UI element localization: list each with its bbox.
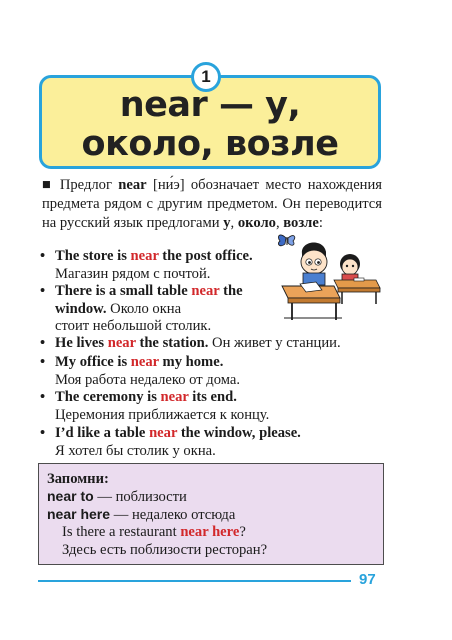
square-bullet-icon: ■ xyxy=(42,177,54,193)
boy-figure xyxy=(301,242,327,285)
intro-keyword: у xyxy=(223,215,231,231)
intro-text: Предлог xyxy=(53,177,119,193)
example-english: • The store is near the post office. xyxy=(40,248,285,266)
memo-phrase-1: near to — поблизости xyxy=(47,488,187,505)
memo-example-english: Is there a restaurant near here? xyxy=(62,524,246,540)
example-russian: Церемония приближается к концу. xyxy=(55,406,270,423)
page-number: 97 xyxy=(359,571,376,588)
back-desk xyxy=(334,278,380,304)
footer-rule xyxy=(38,580,351,582)
intro-paragraph xyxy=(42,176,382,233)
example-item xyxy=(40,283,285,336)
example-english: • There is a small table near the window. Около окна xyxy=(40,283,285,318)
title-line-2: около, возле xyxy=(81,124,339,164)
example-english: • He lives near the station. Он живет у станции. xyxy=(40,335,380,353)
example-russian: Моя работа недалеко от дома. xyxy=(55,371,240,388)
lesson-title xyxy=(39,86,381,164)
title-line-1: near — у, xyxy=(119,85,301,125)
example-russian: Магазин рядом с почтой. xyxy=(55,265,211,282)
example-item xyxy=(40,425,380,460)
example-english: • The ceremony is near its end. xyxy=(40,389,285,407)
intro-text: : xyxy=(318,215,323,231)
butterfly-icon xyxy=(278,235,294,246)
memo-example-russian: Здесь есть поблизости ресторан? xyxy=(62,542,268,558)
front-desk xyxy=(282,282,342,320)
example-english: • I’d like a table near the window, please. xyxy=(40,425,380,443)
children-at-desks-illustration xyxy=(272,228,384,322)
remember-box xyxy=(38,463,384,565)
intro-text: , xyxy=(275,215,284,231)
section-number-badge: 1 xyxy=(191,62,221,92)
example-item xyxy=(40,354,285,389)
intro-keyword: около xyxy=(237,215,276,231)
example-item xyxy=(40,389,285,424)
intro-keyword: near xyxy=(118,177,147,193)
intro-text: [ни́э] обозначает место нахождения предмета рядом с другим предметом. Он переводится на русский язык предлогами xyxy=(42,177,382,231)
example-english: • My office is near my home. xyxy=(40,354,285,372)
memo-phrase-2: near here — недалеко отсюда xyxy=(47,506,236,523)
example-russian: стоит небольшой столик. xyxy=(55,318,212,334)
intro-keyword: возле xyxy=(283,215,319,231)
intro-text: , xyxy=(230,215,238,231)
example-russian: Я хотел бы столик у окна. xyxy=(55,442,216,459)
example-item xyxy=(40,248,285,283)
example-item xyxy=(40,335,380,353)
remember-heading: Запомни: xyxy=(47,471,109,487)
